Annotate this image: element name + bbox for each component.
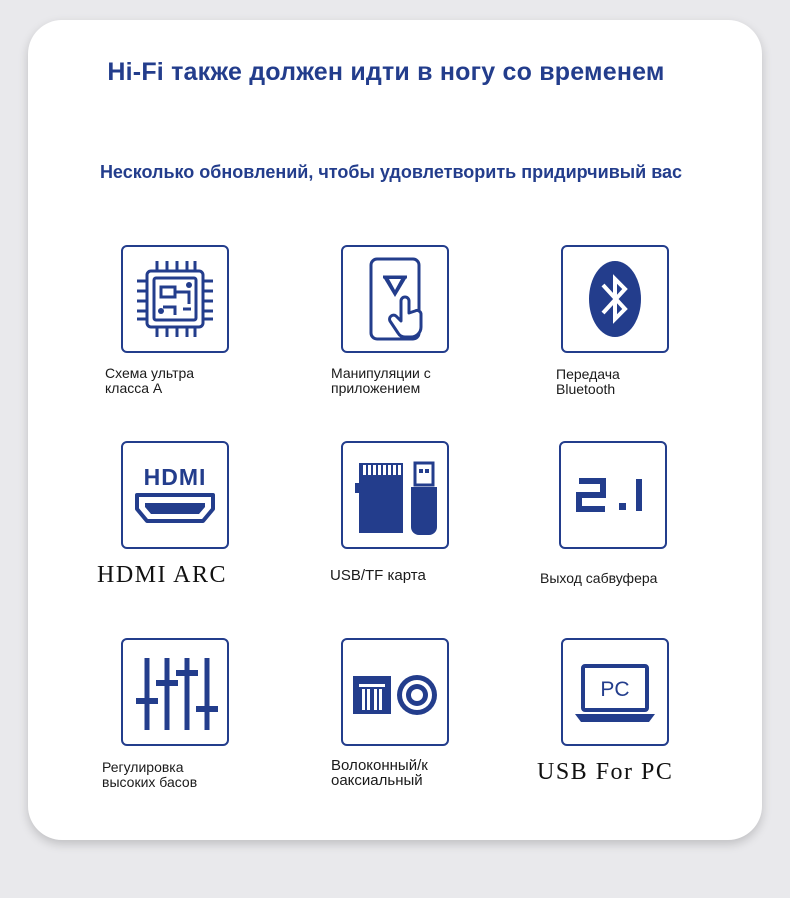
- feature-label-app-control: Манипуляции с приложением: [331, 365, 431, 396]
- page-title: Hi-Fi также должен идти в ногу со временем: [107, 58, 665, 86]
- svg-text:HDMI: HDMI: [143, 464, 207, 490]
- feature-label-bluetooth: Передача Bluetooth: [556, 366, 620, 397]
- hdmi-icon: [121, 441, 229, 549]
- optical-coaxial-icon: [341, 638, 449, 746]
- svg-text:PC: PC: [600, 678, 630, 701]
- feature-label-class-a: Схема ультра класса А: [105, 365, 195, 396]
- equalizer-icon: [121, 638, 229, 746]
- feature-label-usb-tf: USB/TF карта: [330, 567, 426, 584]
- feature-label-subwoofer: Выход сабвуфера: [540, 570, 658, 586]
- usb-tf-icon: [341, 441, 449, 549]
- subwoofer-2-1-icon: [559, 441, 667, 549]
- feature-label-usb-pc: USB For PC: [537, 759, 674, 785]
- phone-app-icon: [341, 245, 449, 353]
- chip-icon: [121, 245, 229, 353]
- feature-label-optical-coaxial: Волоконный/к оаксиальный: [331, 757, 428, 789]
- page-subtitle: Несколько обновлений, чтобы удовлетворить придирчивый вас: [99, 162, 683, 182]
- feature-label-treble-bass: Регулировка высоких басов: [102, 759, 198, 790]
- pc-laptop-icon: [561, 638, 669, 746]
- bluetooth-icon: [561, 245, 669, 353]
- feature-label-hdmi-arc: HDMI ARC: [97, 562, 228, 588]
